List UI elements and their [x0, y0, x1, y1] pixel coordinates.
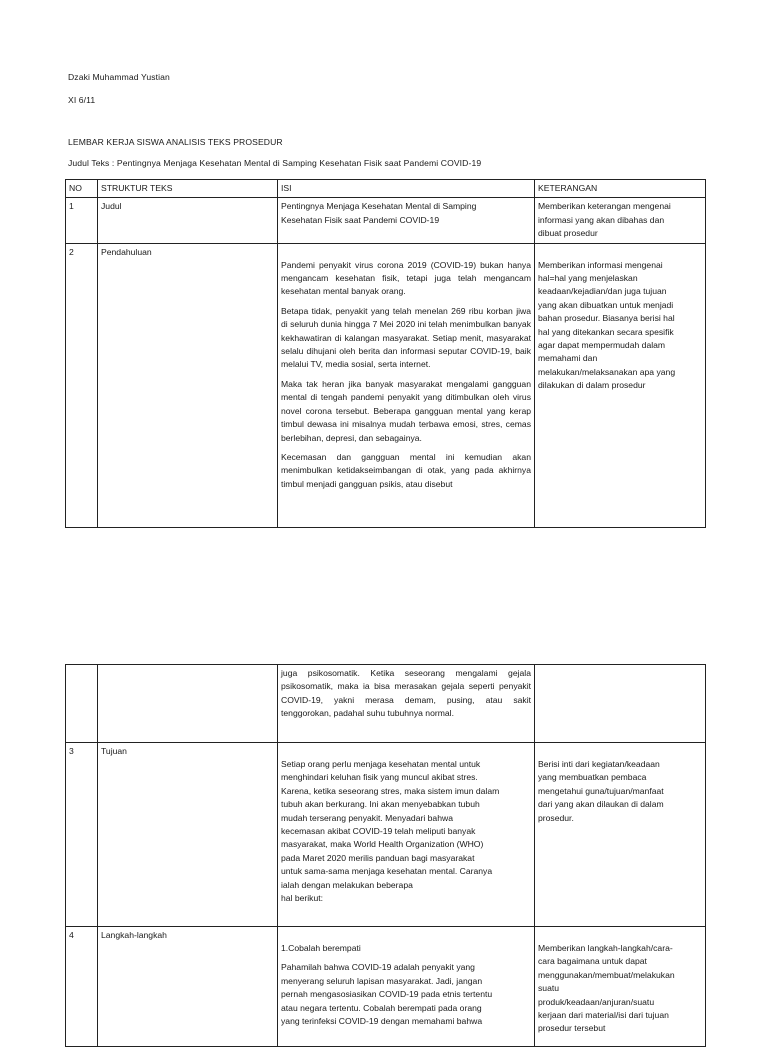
table-row — [66, 743, 706, 927]
row-struktur: Langkah-langkah — [98, 927, 278, 1047]
row-no: 3 — [66, 743, 98, 927]
isi-paragraph: Pandemi penyakit virus corona 2019 (COVID-19) bukan hanya mengancam kesehatan fisik, tetapi juga telah mengancam kesehatan mental banyak orang. — [281, 259, 531, 297]
row-keterangan — [535, 198, 706, 243]
row-no: 4 — [66, 927, 98, 1047]
isi-text: Pahamilah bahwa COVID-19 adalah penyakit yang menyerang seluruh lapisan masyarakat. Jadi, jangan pernah mengasosiasikan COVID-19 pada etnis tertentu atau negara tertentu. Cobalah berempati pada orang yang terinfeksi COVID-19 dengan memahami bahwa — [281, 962, 493, 1027]
row-isi — [278, 927, 535, 1047]
table-row — [66, 243, 706, 527]
document-page-2 — [0, 600, 768, 1034]
column-header-keterangan: KETERANGAN — [535, 180, 706, 198]
row-no — [66, 665, 98, 743]
isi-paragraph: Betapa tidak, penyakit yang telah menelan 269 ribu korban jiwa di seluruh dunia hingga 7 Mei 2020 ini telah menimbulkan banyak kekhawatiran di kalangan masyarakat. Setiap menit, masyarakat selalu dihujani oleh berita dan informasi seputar COVID-19, baik melalui TV, media sosial, serta internet. — [281, 305, 531, 370]
row-struktur — [98, 665, 278, 743]
analysis-table-continued — [65, 664, 706, 1047]
isi-paragraph: Kecemasan dan gangguan mental ini kemudian akan menimbulkan ketidakseimbangan di otak, yang pada akhirnya timbul menjadi gangguan psikis, atau disebut — [281, 451, 531, 489]
worksheet-title: LEMBAR KERJA SISWA ANALISIS TEKS PROSEDUR — [68, 137, 283, 147]
column-header-isi: ISI — [278, 180, 535, 198]
isi-paragraph: juga psikosomatik. Ketika seseorang mengalami gejala psikosomatik, maka ia bisa merasakan gejala seperti penyakit COVID-19, yakni merasa demam, pusing, atau sakit tenggorokan, padahal suhu tubuhnya normal. — [281, 668, 531, 719]
analysis-table — [65, 179, 706, 528]
keterangan-text: Memberikan langkah-langkah/cara- cara bagaimana untuk dapat menggunakan/membuat/melakukan suatu produk/keadaan/anjuran/suatu kerjaan dari material/isi dari tujuan prosedur tersebut — [538, 943, 675, 1034]
isi-text: Setiap orang perlu menjaga kesehatan mental untuk menghindari keluhan fisik yang muncul akibat stres. Karena, ketika seseorang stres, maka sistem imun dalam tubuh akan berkurang. Ini akan menyebabkan tubuh mudah terserang penyakit. Menyadari bahwa kecemasan akibat COVID-19 telah meliputi banyak masyarakat, maka World Health Organization (WHO) pada Maret 2020 merilis panduan bagi masyarakat untuk sama-sama menjaga kesehatan mental. Caranya ialah dengan melakukan beberapa hal berikut: — [281, 759, 500, 904]
page-break — [0, 560, 768, 600]
column-header-no: NO — [66, 180, 98, 198]
table-row — [66, 927, 706, 1047]
table-row — [66, 665, 706, 743]
row-no: 2 — [66, 243, 98, 527]
isi-text: Pentingnya Menjaga Kesehatan Mental di Samping Kesehatan Fisik saat Pandemi COVID-19 — [281, 201, 477, 225]
row-isi — [278, 198, 535, 243]
table-header-row — [66, 180, 706, 198]
text-title: Judul Teks : Pentingnya Menjaga Kesehatan Mental di Samping Kesehatan Fisik saat Pandemi COVID-19 — [68, 158, 482, 168]
row-struktur: Judul — [98, 198, 278, 243]
row-keterangan — [535, 243, 706, 527]
row-keterangan — [535, 665, 706, 743]
keterangan-text: Memberikan keterangan mengenai informasi yang akan dibahas dan dibuat prosedur — [538, 201, 671, 239]
column-header-struktur: STRUKTUR TEKS — [98, 180, 278, 198]
row-struktur: Pendahuluan — [98, 243, 278, 527]
keterangan-text: Berisi inti dari kegiatan/keadaan yang membuatkan pembaca mengetahui guna/tujuan/manfaat dari yang akan dilaukan di dalam prosedur. — [538, 759, 664, 823]
row-isi — [278, 243, 535, 527]
table-row — [66, 198, 706, 243]
step-title: 1.Cobalah berempati — [281, 943, 361, 953]
row-isi — [278, 665, 535, 743]
student-name: Dzaki Muhammad Yustian — [68, 72, 170, 82]
row-isi — [278, 743, 535, 927]
keterangan-text: Memberikan informasi mengenai hal=hal yang menjelaskan keadaan/kejadian/dan juga tujuan yang akan dibuatkan untuk menjadi bahan prosedur. Biasanya berisi hal hal yang ditekankan secara spesifik agar dapat mempermudah dalam memahami dan melakukan/melaksanakan apa yang dilakukan di dalam prosedur — [538, 259, 676, 391]
student-class: XI 6/11 — [68, 95, 96, 105]
row-struktur: Tujuan — [98, 743, 278, 927]
row-no: 1 — [66, 198, 98, 243]
row-keterangan — [535, 927, 706, 1047]
isi-paragraph: Maka tak heran jika banyak masyarakat mengalami gangguan mental di tengah pandemi penyakit yang ditimbulkan oleh virus novel corona tersebut. Beberapa gangguan mental yang kerap timbul dewasa ini misalnya mudah terbawa emosi, stres, cemas berlebihan, depresi, dan sebagainya. — [281, 378, 531, 443]
row-keterangan — [535, 743, 706, 927]
